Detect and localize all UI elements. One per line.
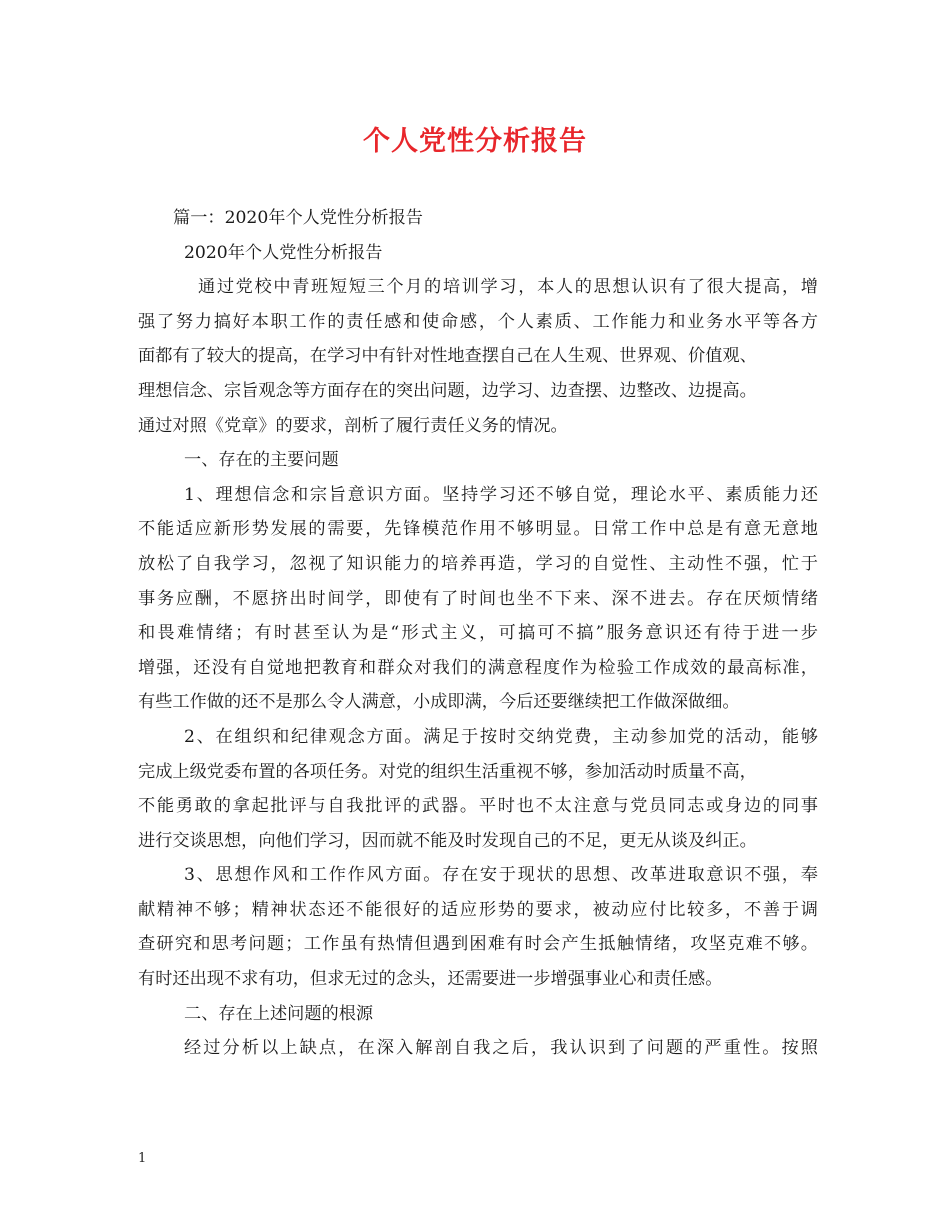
paragraph-line: 3、思想作风和工作作风方面。存在安于现状的思想、改革进取意识不强，奉 <box>184 865 818 886</box>
paragraph-line: 不能勇敢的拿起批评与自我批评的武器。平时也不太注意与党员同志或身边的同事 <box>138 796 818 817</box>
section-heading: 篇一：2020年个人党性分析报告 <box>173 208 423 228</box>
paragraph-line: 有时还出现不求有功，但求无过的念头，还需要进一步增强事业心和责任感。 <box>138 969 723 990</box>
paragraph-line: 放松了自我学习，忽视了知识能力的培养再造，学习的自觉性、主动性不强，忙于 <box>138 553 818 574</box>
paragraph-line: 有些工作做的还不是那么令人满意，小成即满，今后还要继续把工作做深做细。 <box>138 692 740 713</box>
paragraph-line: 完成上级党委布置的各项任务。对党的组织生活重视不够，参加活动时质量不高， <box>138 761 757 782</box>
page-number: 1 <box>138 1151 147 1166</box>
paragraph-line: 增强，还没有自觉地把教育和群众对我们的满意程度作为检验工作成效的最高标准， <box>138 657 818 678</box>
paragraph-line: 查研究和思考问题；工作虽有热情但遇到困难有时会产生抵触情绪，攻坚克难不够。 <box>138 934 818 955</box>
paragraph-line: 通过党校中青班短短三个月的培训学习，本人的思想认识有了很大提高，增 <box>198 277 818 298</box>
paragraph-line: 1、理想信念和宗旨意识方面。坚持学习还不够自觉，理论水平、素质能力还 <box>184 484 818 505</box>
paragraph-line: 和畏难情绪；有时甚至认为是“形式主义，可搞可不搞”服务意识还有待于进一步 <box>138 623 818 644</box>
paragraph-line: 理想信念、宗旨观念等方面存在的突出问题，边学习、边查摆、边整改、边提高。 <box>138 380 757 401</box>
section-heading: 一、存在的主要问题 <box>184 450 339 471</box>
paragraph-line: 进行交谈思想，向他们学习，因而就不能及时发现自己的不足，更无从谈及纠正。 <box>138 830 757 851</box>
paragraph-line: 不能适应新形势发展的需要，先锋模范作用不够明显。日常工作中总是有意无意地 <box>138 519 818 540</box>
document-body <box>138 201 818 1066</box>
paragraph-line: 面都有了较大的提高，在学习中有针对性地查摆自己在人生观、世界观、价值观、 <box>138 346 757 367</box>
paragraph-line: 经过分析以上缺点，在深入解剖自我之后，我认识到了问题的严重性。按照 <box>184 1038 818 1059</box>
paragraph-line: 献精神不够；精神状态还不能很好的适应形势的要求，被动应付比较多，不善于调 <box>138 899 818 920</box>
paragraph-line: 通过对照《党章》的要求，剖析了履行责任义务的情况。 <box>138 415 568 436</box>
report-subtitle: 2020年个人党性分析报告 <box>184 242 383 263</box>
paragraph-line: 事务应酬，不愿挤出时间学，即使有了时间也坐不下来、深不进去。存在厌烦情绪 <box>138 588 818 609</box>
paragraph-line: 强了努力搞好本职工作的责任感和使命感，个人素质、工作能力和业务水平等各方 <box>138 311 818 332</box>
document-title: 个人党性分析报告 <box>363 126 587 157</box>
section-heading: 二、存在上述问题的根源 <box>184 1003 374 1024</box>
paragraph-line: 2、在组织和纪律观念方面。满足于按时交纳党费，主动参加党的活动，能够 <box>184 726 818 747</box>
